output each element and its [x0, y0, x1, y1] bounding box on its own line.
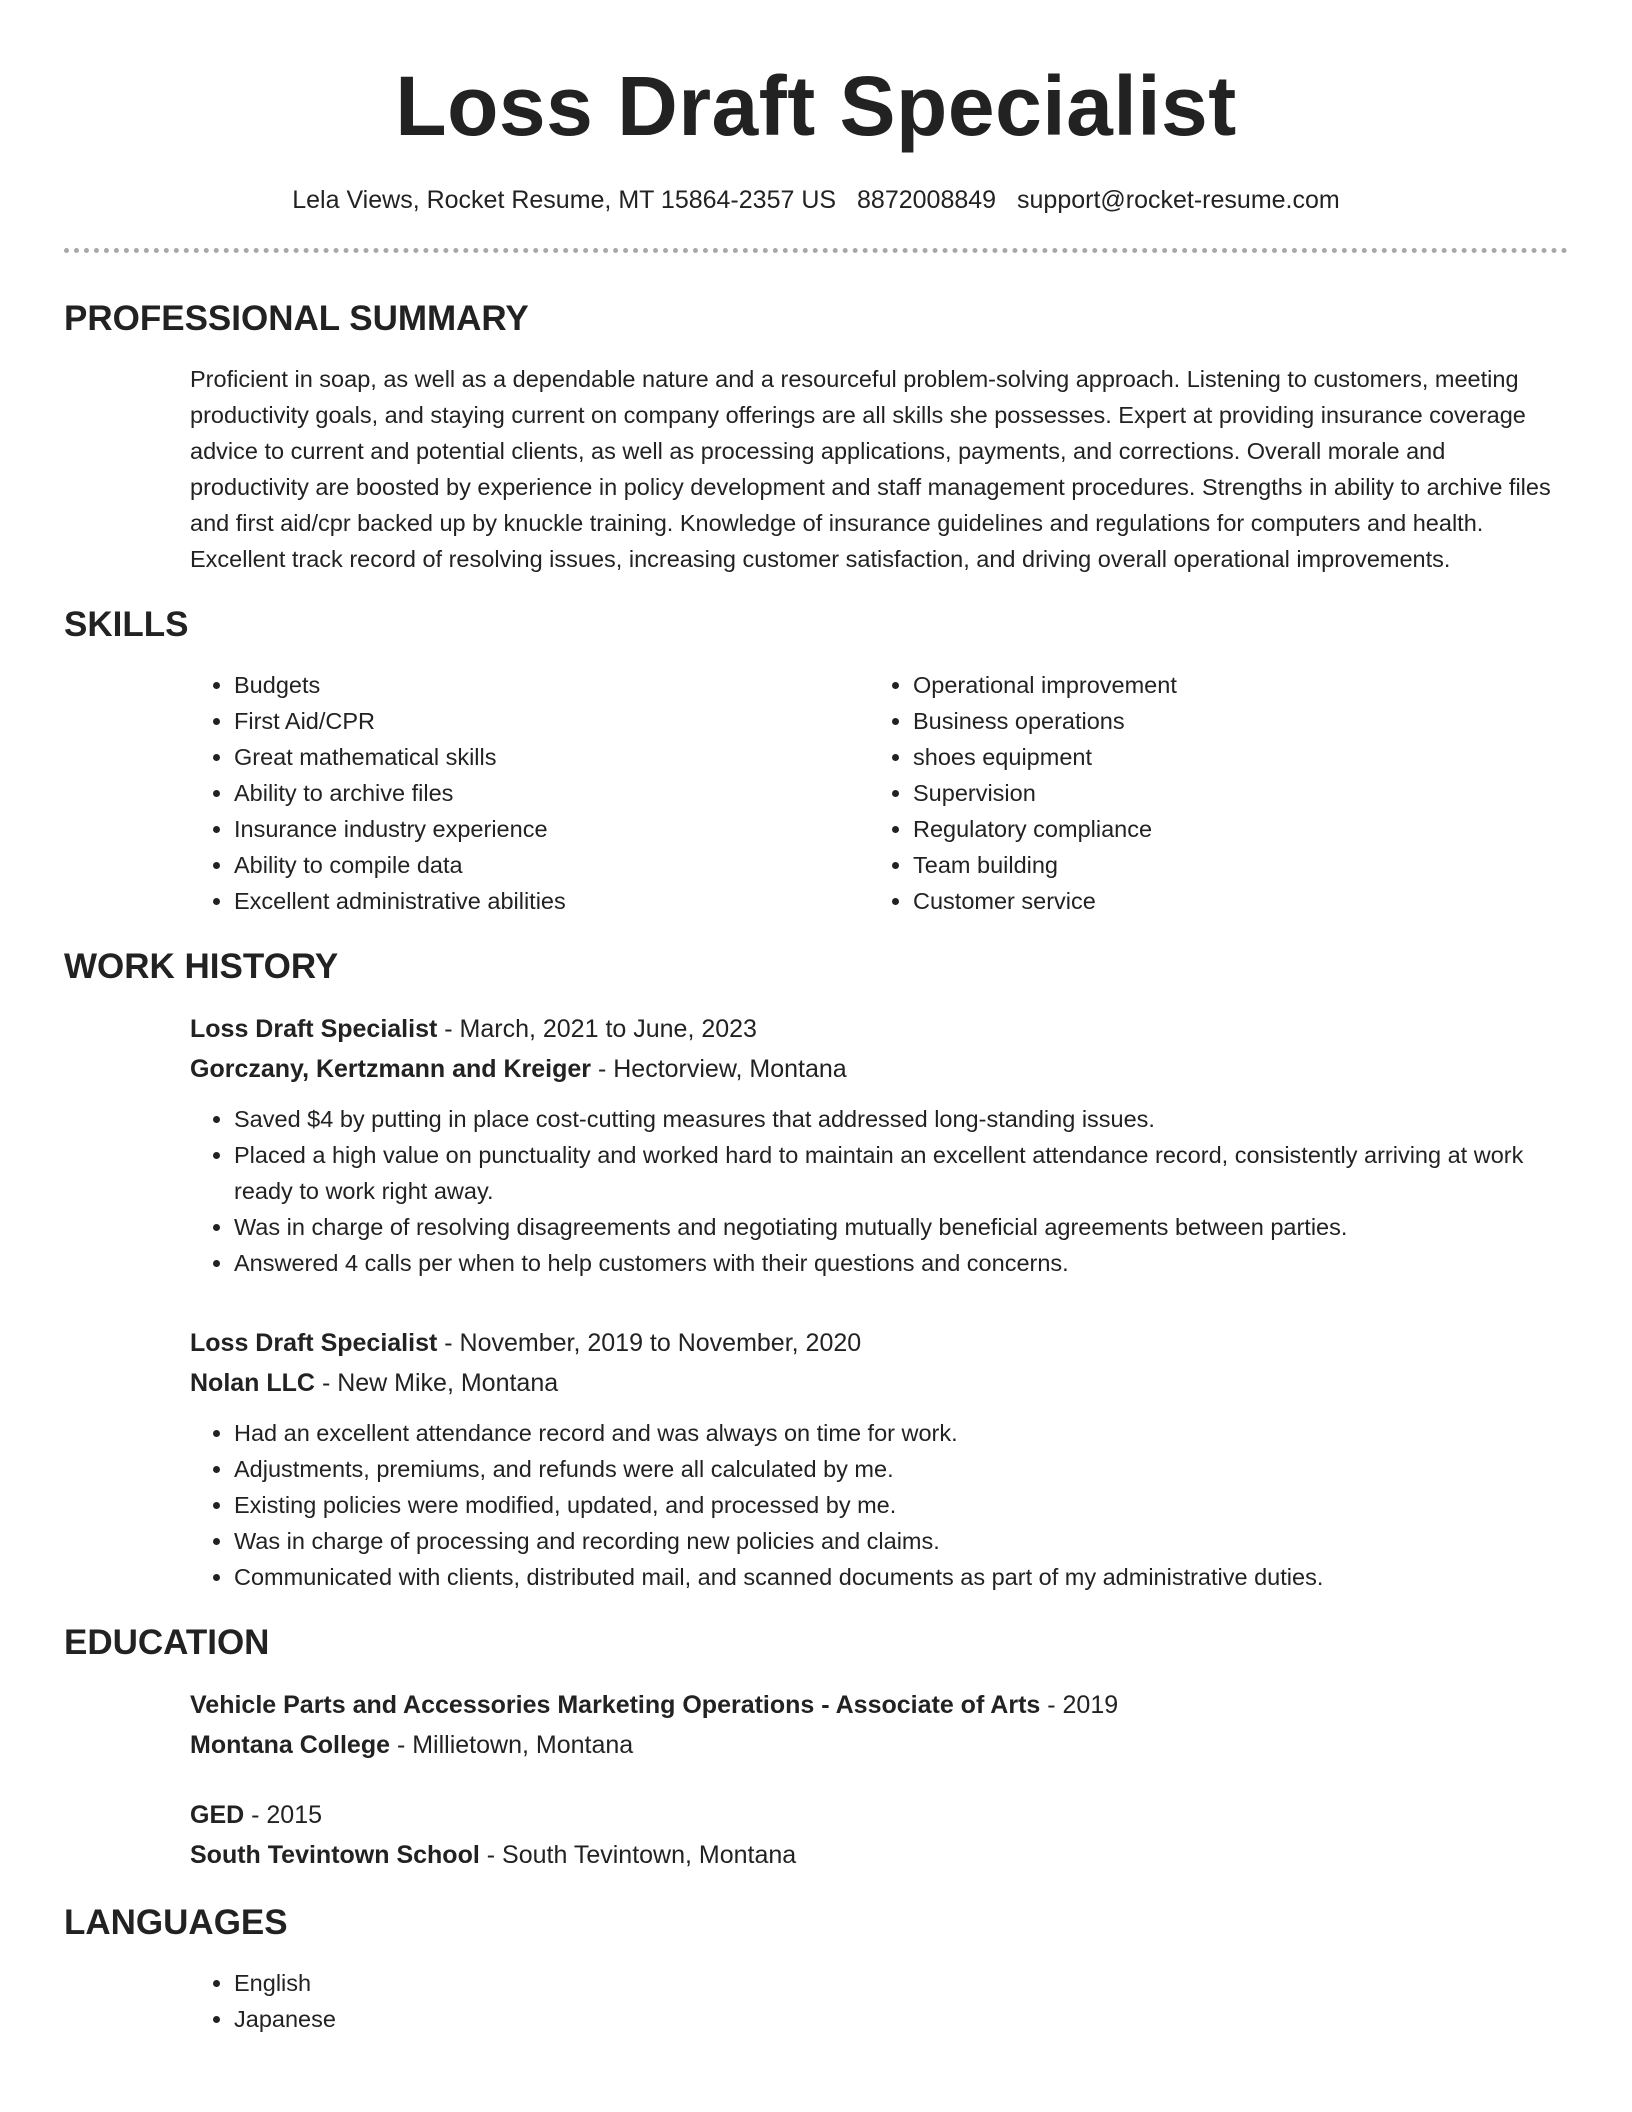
skills-grid	[190, 667, 1568, 919]
education-entry	[190, 1795, 1568, 1875]
job-company-line	[190, 1363, 1568, 1403]
summary-section	[64, 361, 1568, 577]
education-degree: Vehicle Parts and Accessories Marketing Operations - Associate of Arts	[190, 1691, 1041, 1719]
skill-item: • Team building	[913, 847, 1548, 883]
education-school: South Tevintown School	[190, 1841, 480, 1869]
job-location: - Hectorview, Montana	[591, 1055, 847, 1083]
education-year: - 2015	[244, 1801, 323, 1829]
skill-item: • Great mathematical skills	[234, 739, 869, 775]
job-bullet: • Had an excellent attendance record and was always on time for work.	[234, 1415, 1568, 1451]
contact-email: support@rocket-resume.com	[1017, 186, 1340, 214]
job-bullet: • Saved $4 by putting in place cost-cutting measures that addressed long-standing issues.	[234, 1101, 1568, 1137]
job-dates: - November, 2019 to November, 2020	[437, 1329, 862, 1357]
resume-name: Loss Draft Specialist	[395, 59, 1237, 153]
skill-item: • Operational improvement	[913, 667, 1548, 703]
skill-item: • Regulatory compliance	[913, 811, 1548, 847]
job-company: Nolan LLC	[190, 1369, 315, 1397]
contact-line	[64, 184, 1568, 216]
job-location: - New Mike, Montana	[315, 1369, 559, 1397]
language-item: • Japanese	[234, 2001, 1568, 2037]
skill-item: • Excellent administrative abilities	[234, 883, 869, 919]
skill-item: • Budgets	[234, 667, 869, 703]
skills-list-right	[869, 667, 1548, 919]
education-year: - 2019	[1040, 1691, 1119, 1719]
skills-heading: SKILLS	[64, 605, 189, 644]
languages-section	[64, 1965, 1568, 2037]
languages-list	[190, 1965, 1568, 2037]
skill-item: • Ability to archive files	[234, 775, 869, 811]
skill-item: • First Aid/CPR	[234, 703, 869, 739]
education-degree-line	[190, 1795, 1568, 1835]
summary-heading: PROFESSIONAL SUMMARY	[64, 299, 529, 338]
contact-phone: 8872008849	[857, 186, 997, 214]
skills-list-left	[190, 667, 869, 919]
work-history-section	[64, 1009, 1568, 1595]
job-bullet: • Answered 4 calls per when to help customers with their questions and concerns.	[234, 1245, 1568, 1281]
skill-item: • Ability to compile data	[234, 847, 869, 883]
job-role: Loss Draft Specialist	[190, 1329, 438, 1357]
job-dates: - March, 2021 to June, 2023	[437, 1015, 757, 1043]
job-title-line	[190, 1009, 1568, 1049]
job-title-line	[190, 1323, 1568, 1363]
header-divider	[64, 248, 1568, 253]
languages-heading: LANGUAGES	[64, 1903, 288, 1942]
job-bullet: • Was in charge of processing and recording new policies and claims.	[234, 1523, 1568, 1559]
education-location: - South Tevintown, Montana	[479, 1841, 797, 1869]
education-location: - Millietown, Montana	[390, 1731, 634, 1759]
education-school-line	[190, 1835, 1568, 1875]
skill-item: • Insurance industry experience	[234, 811, 869, 847]
job-entry	[190, 1323, 1568, 1595]
education-heading: EDUCATION	[64, 1623, 270, 1662]
job-company: Gorczany, Kertzmann and Kreiger	[190, 1055, 592, 1083]
job-bullet: • Was in charge of resolving disagreements and negotiating mutually beneficial agreements between parties.	[234, 1209, 1568, 1245]
job-role: Loss Draft Specialist	[190, 1015, 438, 1043]
job-bullet: • Existing policies were modified, updated, and processed by me.	[234, 1487, 1568, 1523]
contact-address: Lela Views, Rocket Resume, MT 15864-2357 US	[292, 186, 837, 214]
summary-text: Proficient in soap, as well as a dependable nature and a resourceful problem-solving approach. Listening to customers, meeting productivity goals, and staying current on company offerings are all skills she possesses. Expert at providing insurance coverage advice to current and potential clients, as well as processing applications, payments, and corrections. Overall morale and productivity are boosted by experience in policy development and staff management procedures. Strengths in ability to archive files and first aid/cpr backed up by knuckle training. Knowledge of insurance guidelines and regulations for computers and health. Excellent track record of resolving issues, increasing customer satisfaction, and driving overall operational improvements.	[190, 366, 1551, 572]
language-item: • English	[234, 1965, 1568, 2001]
education-school-line	[190, 1725, 1568, 1765]
education-entry	[190, 1685, 1568, 1765]
education-degree: GED	[190, 1801, 245, 1829]
job-company-line	[190, 1049, 1568, 1089]
job-bullet: • Placed a high value on punctuality and worked hard to maintain an excellent attendance record, consistently arriving at work ready to work right away.	[234, 1137, 1568, 1209]
education-school: Montana College	[190, 1731, 391, 1759]
skill-item: • shoes equipment	[913, 739, 1548, 775]
skill-item: • Supervision	[913, 775, 1548, 811]
education-section	[64, 1685, 1568, 1875]
skills-section	[64, 667, 1568, 919]
job-entry	[190, 1009, 1568, 1281]
skill-item: • Customer service	[913, 883, 1548, 919]
education-degree-line	[190, 1685, 1568, 1725]
job-bullets	[190, 1415, 1568, 1595]
job-bullet: • Communicated with clients, distributed mail, and scanned documents as part of my administrative duties.	[234, 1559, 1568, 1595]
job-bullet: • Adjustments, premiums, and refunds were all calculated by me.	[234, 1451, 1568, 1487]
skill-item: • Business operations	[913, 703, 1548, 739]
job-bullets	[190, 1101, 1568, 1281]
work-history-heading: WORK HISTORY	[64, 947, 339, 986]
